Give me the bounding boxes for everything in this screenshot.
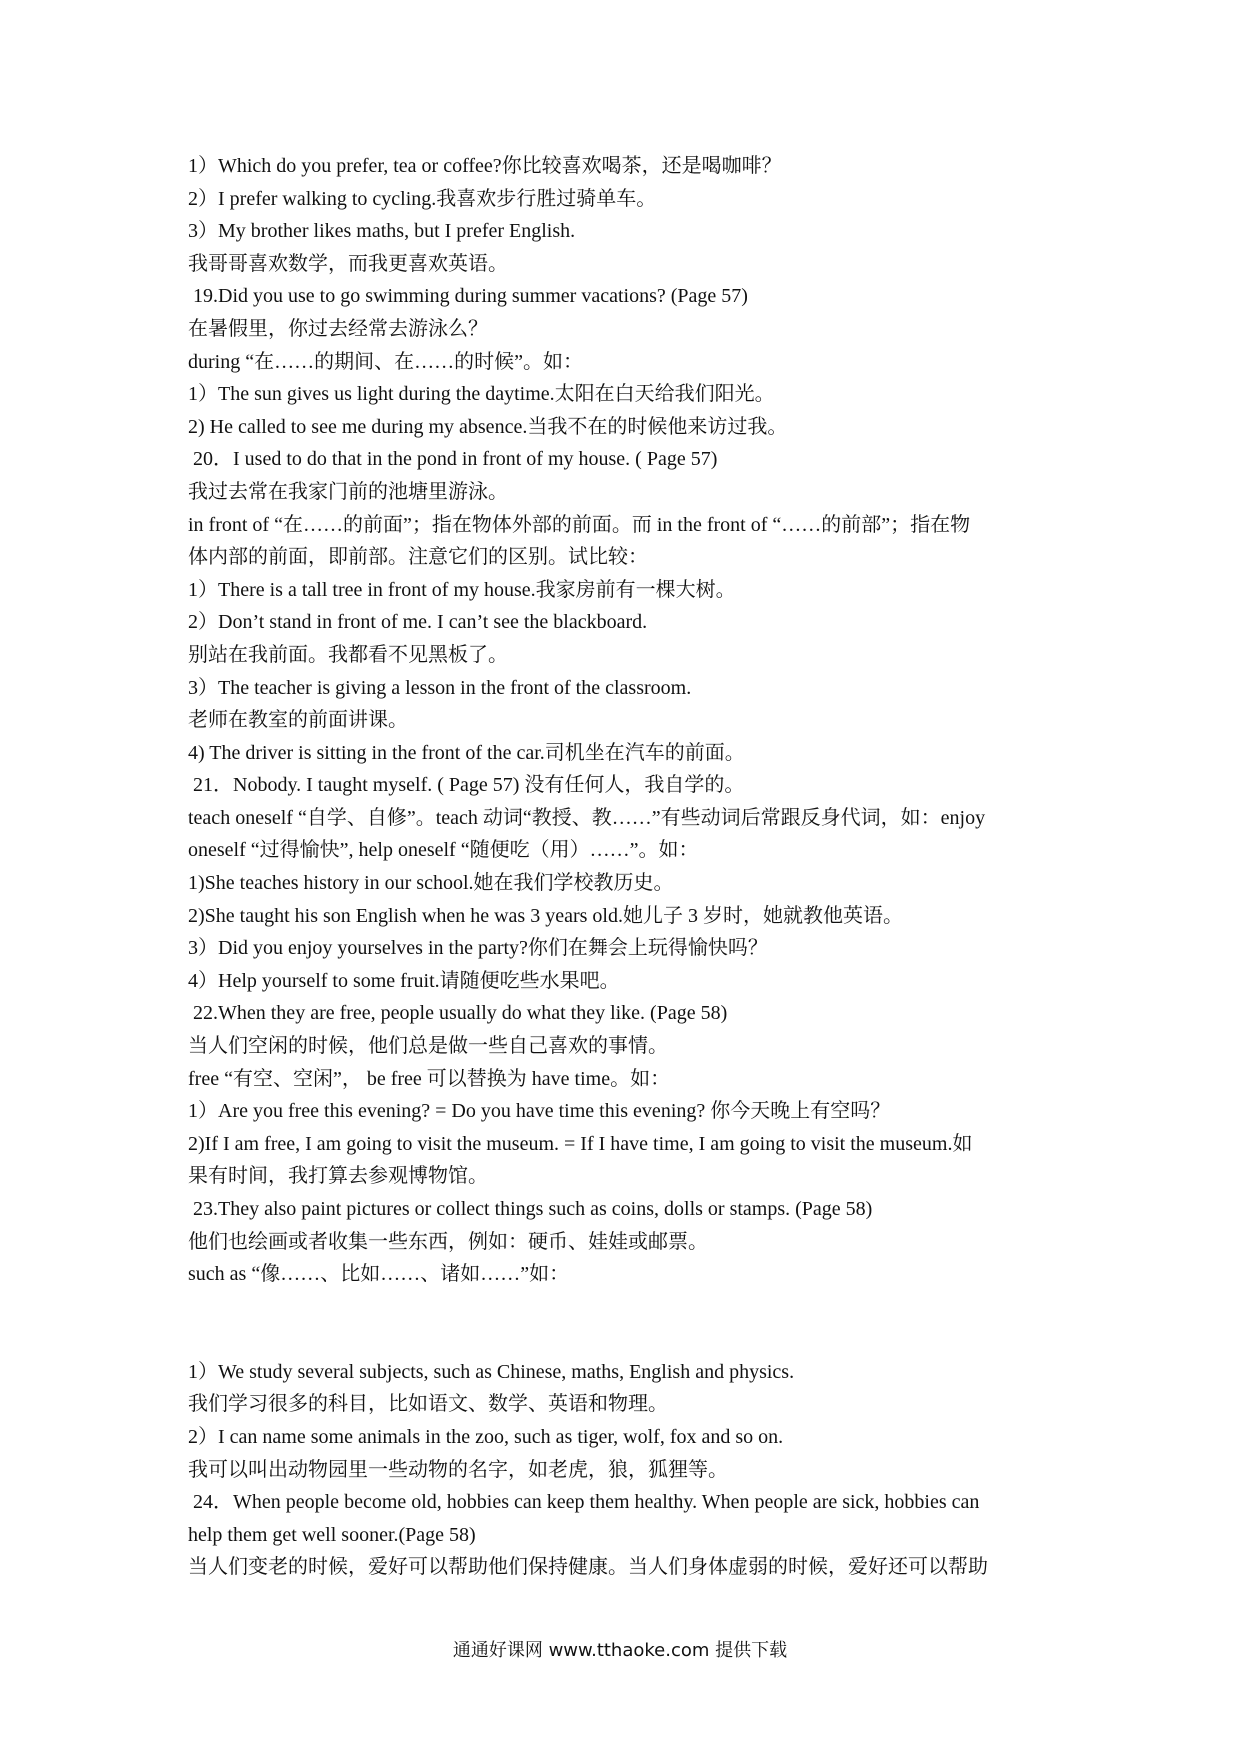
text-line: such as “像……、比如……、诸如……”如： bbox=[188, 1263, 570, 1286]
text-line: 我可以叫出动物园里一些动物的名字，如老虎，狼，狐狸等。 bbox=[188, 1458, 728, 1481]
text-line: oneself “过得愉快”, help oneself “随便吃（用）……”。如： bbox=[188, 839, 699, 862]
paragraph-gap bbox=[188, 1291, 1068, 1356]
text-line: 2)She taught his son English when he was 3 years old.她儿子 3 岁时，她就教他英语。 bbox=[188, 904, 903, 927]
document-body bbox=[188, 150, 1068, 1584]
text-line: 我们学习很多的科目，比如语文、数学、英语和物理。 bbox=[188, 1393, 668, 1416]
text-line: 当人们变老的时候，爱好可以帮助他们保持健康。当人们身体虚弱的时候，爱好还可以帮助 bbox=[188, 1556, 988, 1579]
text-line: 2）I prefer walking to cycling.我喜欢步行胜过骑单车。 bbox=[188, 187, 657, 210]
text-line: 3）The teacher is giving a lesson in the front of the classroom. bbox=[188, 676, 692, 699]
text-line: 1）We study several subjects, such as Chinese, maths, English and physics. bbox=[188, 1360, 795, 1383]
text-line: 2）Don’t stand in front of me. I can’t see the blackboard. bbox=[188, 611, 648, 634]
text-line: 老师在教室的前面讲课。 bbox=[188, 709, 408, 732]
text-line: 体内部的前面，即前部。注意它们的区别。试比较： bbox=[188, 546, 648, 569]
text-line: in front of “在……的前面”；指在物体外部的前面。而 in the front of “……的前部”；指在物 bbox=[188, 513, 971, 536]
text-line: 1)She teaches history in our school.她在我们学校教历史。 bbox=[188, 872, 674, 895]
text-line: 3）Did you enjoy yourselves in the party?你们在舞会上玩得愉快吗？ bbox=[188, 937, 768, 960]
text-line: 1）Are you free this evening? = Do you have time this evening? 你今天晚上有空吗？ bbox=[188, 1100, 891, 1123]
text-line: 1）The sun gives us light during the daytime.太阳在白天给我们阳光。 bbox=[188, 383, 775, 406]
text-line: 我过去常在我家门前的池塘里游泳。 bbox=[188, 480, 508, 503]
section-heading-20: 20．I used to do that in the pond in front of my house. ( Page 57) bbox=[193, 448, 718, 471]
text-line: 果有时间，我打算去参观博物馆。 bbox=[188, 1165, 488, 1188]
section-heading-19: 19.Did you use to go swimming during summer vacations? (Page 57) bbox=[193, 285, 748, 308]
text-line: 当人们空闲的时候，他们总是做一些自己喜欢的事情。 bbox=[188, 1035, 668, 1058]
text-line: 4) The driver is sitting in the front of the car.司机坐在汽车的前面。 bbox=[188, 741, 745, 764]
text-line: help them get well sooner.(Page 58) bbox=[188, 1523, 476, 1546]
text-line: 1）There is a tall tree in front of my house.我家房前有一棵大树。 bbox=[188, 578, 736, 601]
text-line: 2) He called to see me during my absence.当我不在的时候他来访过我。 bbox=[188, 415, 788, 438]
text-line: 2)If I am free, I am going to visit the museum. = If I have time, I am going to visit the museum.如 bbox=[188, 1132, 973, 1155]
text-line: 他们也绘画或者收集一些东西，例如：硬币、娃娃或邮票。 bbox=[188, 1230, 708, 1253]
section-heading-23: 23.They also paint pictures or collect things such as coins, dolls or stamps. (Page 58) bbox=[193, 1198, 873, 1220]
text-line: 1）Which do you prefer, tea or coffee?你比较喜欢喝茶，还是喝咖啡？ bbox=[188, 155, 782, 177]
section-heading-21: 21．Nobody. I taught myself. ( Page 57) 没有任何人，我自学的。 bbox=[193, 774, 745, 797]
text-line: teach oneself “自学、自修”。teach 动词“教授、教……”有些动词后常跟反身代词，如：enjoy bbox=[188, 806, 986, 829]
text-line: 别站在我前面。我都看不见黑板了。 bbox=[188, 643, 508, 666]
section-heading-22: 22.When they are free, people usually do what they like. (Page 58) bbox=[193, 1002, 728, 1025]
text-line: 2）I can name some animals in the zoo, such as tiger, wolf, fox and so on. bbox=[188, 1425, 784, 1448]
text-line: 我哥哥喜欢数学，而我更喜欢英语。 bbox=[188, 252, 508, 275]
text-line: 3）My brother likes maths, but I prefer English. bbox=[188, 220, 576, 243]
text-line: during “在……的期间、在……的时候”。如： bbox=[188, 350, 583, 373]
text-line: 4）Help yourself to some fruit.请随便吃些水果吧。 bbox=[188, 969, 620, 992]
text-line: 在暑假里，你过去经常去游泳么？ bbox=[188, 317, 488, 340]
page-footer: 通通好课网 www.tthaoke.com 提供下载 bbox=[452, 1640, 788, 1661]
section-heading-24: 24．When people become old, hobbies can keep them healthy. When people are sick, hobbies can bbox=[193, 1491, 980, 1514]
text-line: free “有空、空闲”， be free 可以替换为 have time。如： bbox=[188, 1067, 671, 1090]
